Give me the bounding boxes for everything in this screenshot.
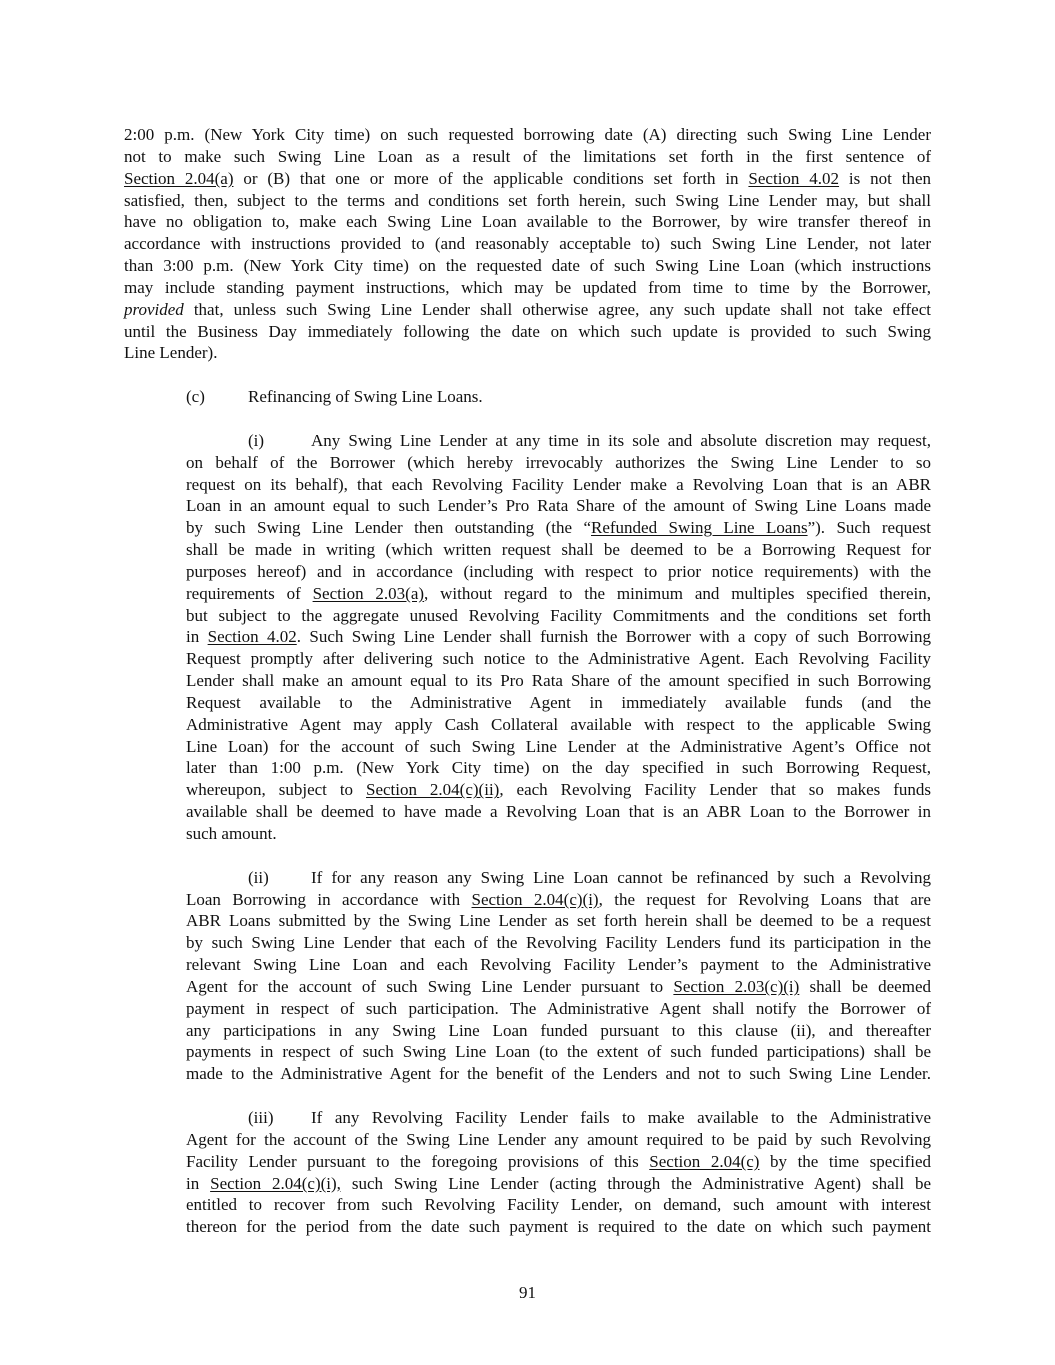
text-line [186, 605, 931, 627]
text-line [186, 1194, 931, 1216]
paragraph [124, 124, 931, 364]
text-line [186, 1063, 931, 1085]
text-segment: , the request for Revolving Loans that are [598, 889, 931, 909]
text-line [124, 277, 931, 299]
text-line [186, 932, 931, 954]
subparagraph [186, 867, 931, 1085]
text-line [186, 430, 931, 452]
text-segment: whereupon, subject to [186, 780, 366, 800]
text-segment: such amount. [186, 824, 277, 843]
text-segment: by such Swing Line Lender that each of the Revolving Facility Lenders fund its participation in the [186, 933, 931, 953]
text-segment: Request available to the Administrative Agent in immediately available funds (and the [186, 692, 931, 712]
section-reference: Section 2.03(c)(i) [673, 976, 800, 996]
text-segment: request on its behalf), that each Revolving Facility Lender make a Revolving Loan that is an ABR [186, 474, 931, 494]
text-line [186, 910, 931, 932]
text-segment: Facility Lender pursuant to the foregoing provisions of this [186, 1151, 650, 1171]
text-line [186, 779, 931, 801]
text-segment: or (B) that one or more of the applicable conditions set forth in [233, 168, 749, 188]
text-segment: any participations in any Swing Line Loan funded pursuant to this clause (ii), and thereafter [186, 1020, 931, 1040]
subparagraph [186, 1107, 931, 1238]
text-segment: . Such Swing Line Lender shall furnish the Borrower with a copy of such Borrowing [296, 627, 931, 647]
text-segment: requirements of [186, 583, 313, 603]
text-segment: than 3:00 p.m. (New York City time) on the requested date of such Swing Line Loan (which instructions [124, 256, 931, 276]
text-line [186, 1216, 931, 1238]
text-line [186, 539, 931, 561]
text-segment: payments in respect of such Swing Line Loan (to the extent of such funded participations) shall be [186, 1042, 931, 1062]
text-segment: thereon for the period from the date such payment is required to the date on which such payment [186, 1217, 931, 1237]
text-segment: shall be deemed [799, 976, 931, 996]
text-line [124, 342, 931, 364]
text-line [186, 648, 931, 670]
text-line [186, 1173, 931, 1195]
text-line [186, 976, 931, 998]
text-segment: entitled to recover from such Revolving Facility Lender, on demand, such amount with interest [186, 1195, 931, 1215]
text-segment: Loan in an amount equal to such Lender’s Pro Rata Share of the amount of Swing Line Loans made [186, 496, 931, 516]
text-line [186, 757, 931, 779]
text-line [186, 452, 931, 474]
text-line [124, 299, 931, 321]
section-heading [186, 386, 931, 408]
section-reference: Section 4.02 [748, 168, 840, 188]
section-reference: Section 4.02 [207, 627, 297, 647]
text-line [186, 801, 931, 823]
text-segment: payment in respect of such participation. The Administrative Agent shall notify the Borrower of [186, 998, 931, 1018]
text-segment: 2:00 p.m. (New York City time) on such requested borrowing date (A) directing such Swing Line Lender [124, 125, 931, 144]
text-segment: such Swing Line Lender (acting through the Administrative Agent) shall be [340, 1173, 931, 1193]
text-segment: on behalf of the Borrower (which hereby irrevocably authorizes the Swing Line Lender to so [186, 452, 931, 472]
text-line [124, 190, 931, 212]
text-segment: may include standing payment instructions, which may be updated from time to time by the Borrower, [124, 277, 931, 297]
text-line [186, 1107, 931, 1129]
clause-label: (i) [248, 430, 265, 450]
text-line [124, 146, 931, 168]
text-line [186, 474, 931, 496]
section-reference: Section 2.04(c)(ii) [366, 780, 500, 800]
text-segment: until the Business Day immediately following the date on which such update is provided to such Swing [124, 321, 931, 341]
text-segment: Refinancing of Swing Line Loans. [248, 387, 483, 407]
text-line [124, 124, 931, 146]
text-segment: If any Revolving Facility Lender fails to make available to the Administrative [311, 1107, 931, 1127]
text-segment: Agent for the account of such Swing Line Lender pursuant to [186, 976, 674, 996]
text-segment: but subject to the aggregate unused Revolving Facility Commitments and the conditions set forth [186, 605, 931, 625]
text-segment: is not then [839, 168, 931, 188]
text-segment: Request promptly after delivering such notice to the Administrative Agent. Each Revolving Facility [186, 649, 931, 669]
page-number: 91 [519, 1283, 536, 1302]
text-segment: If for any reason any Swing Line Loan cannot be refinanced by such a Revolving [311, 867, 931, 887]
text-segment: satisfied, then, subject to the terms and conditions set forth herein, such Swing Line Lender may, but shall [124, 190, 931, 210]
text-segment: that, unless such Swing Line Lender shall otherwise agree, any such update shall not take effect [183, 299, 931, 319]
text-segment: Loan Borrowing in accordance with [186, 889, 472, 909]
text-line [186, 561, 931, 583]
text-segment: available shall be deemed to have made a Revolving Loan that is an ABR Loan to the Borrower in [186, 802, 931, 822]
text-segment: ”). Such request [807, 518, 931, 538]
text-segment: in [186, 1173, 211, 1193]
text-line [186, 692, 931, 714]
text-line [186, 823, 931, 845]
text-line [124, 255, 931, 277]
section-reference: Section 2.03(a) [312, 583, 425, 603]
text-line [186, 867, 931, 889]
text-line [124, 168, 931, 190]
clause-label: (iii) [248, 1107, 274, 1127]
text-segment: accordance with instructions provided to (and reasonably acceptable to) such Swing Line Lender, not later [124, 234, 931, 254]
text-segment: shall be made in writing (which written request shall be deemed to be a Borrowing Request for [186, 540, 931, 560]
text-segment: , without regard to the minimum and multiples specified therein, [424, 583, 931, 603]
text-line [186, 954, 931, 976]
text-line [186, 714, 931, 736]
text-line [186, 386, 931, 408]
text-line [124, 321, 931, 343]
text-segment: ABR Loans submitted by the Swing Line Lender as set forth herein shall be deemed to be a request [186, 911, 931, 931]
text-segment: not to make such Swing Line Loan as a result of the limitations set forth in the first sentence of [124, 146, 931, 166]
text-segment: have no obligation to, make each Swing Line Loan available to the Borrower, by wire transfer thereof in [124, 212, 931, 232]
italic-term: provided [124, 299, 184, 319]
text-segment: Agent for the account of the Swing Line Lender any amount required to be paid by such Revolving [186, 1129, 931, 1149]
clause-label: (ii) [248, 867, 269, 887]
text-segment: in [186, 627, 208, 647]
text-segment: Line Loan) for the account of such Swing Line Lender at the Administrative Agent’s Office not [186, 736, 931, 756]
text-line [186, 889, 931, 911]
text-line [124, 233, 931, 255]
text-segment: made to the Administrative Agent for the benefit of the Lenders and not to such Swing Line Lender. [186, 1064, 931, 1084]
section-reference: Section 2.04(c) [649, 1151, 760, 1171]
clause-label: (c) [186, 387, 205, 407]
text-line [124, 211, 931, 233]
section-reference: Section 2.04(c)(i) [471, 889, 599, 909]
text-line [186, 1151, 931, 1173]
text-line [186, 1020, 931, 1042]
section-reference: Refunded Swing Line Loans [591, 518, 808, 538]
subparagraph [186, 430, 931, 845]
text-line [186, 626, 931, 648]
text-segment: by the time specified [759, 1151, 932, 1171]
text-line [186, 670, 931, 692]
section-reference: Section 2.04(c)(i), [210, 1173, 341, 1193]
text-segment: later than 1:00 p.m. (New York City time) on the day specified in such Borrowing Request, [186, 758, 931, 778]
text-segment: Administrative Agent may apply Cash Collateral available with respect to the applicable Swing [186, 714, 931, 734]
text-segment: Lender shall make an amount equal to its Pro Rata Share of the amount specified in such Borrowing [186, 671, 931, 691]
text-line [186, 495, 931, 517]
text-segment: Line Lender). [124, 343, 218, 363]
text-segment: by such Swing Line Lender then outstanding (the “ [186, 518, 591, 538]
text-line [186, 517, 931, 539]
text-segment: , each Revolving Facility Lender that so makes funds [499, 780, 931, 800]
text-line [186, 1041, 931, 1063]
document-body [124, 124, 931, 1260]
text-segment: Any Swing Line Lender at any time in its sole and absolute discretion may request, [311, 430, 931, 450]
text-line [186, 1129, 931, 1151]
text-segment: purposes hereof) and in accordance (including with respect to prior notice requirements) with the [186, 561, 931, 581]
text-line [186, 998, 931, 1020]
text-line [186, 736, 931, 758]
section-reference: Section 2.04(a) [124, 168, 234, 188]
text-segment: relevant Swing Line Loan and each Revolving Facility Lender’s payment to the Administrative [186, 955, 931, 975]
text-line [186, 583, 931, 605]
